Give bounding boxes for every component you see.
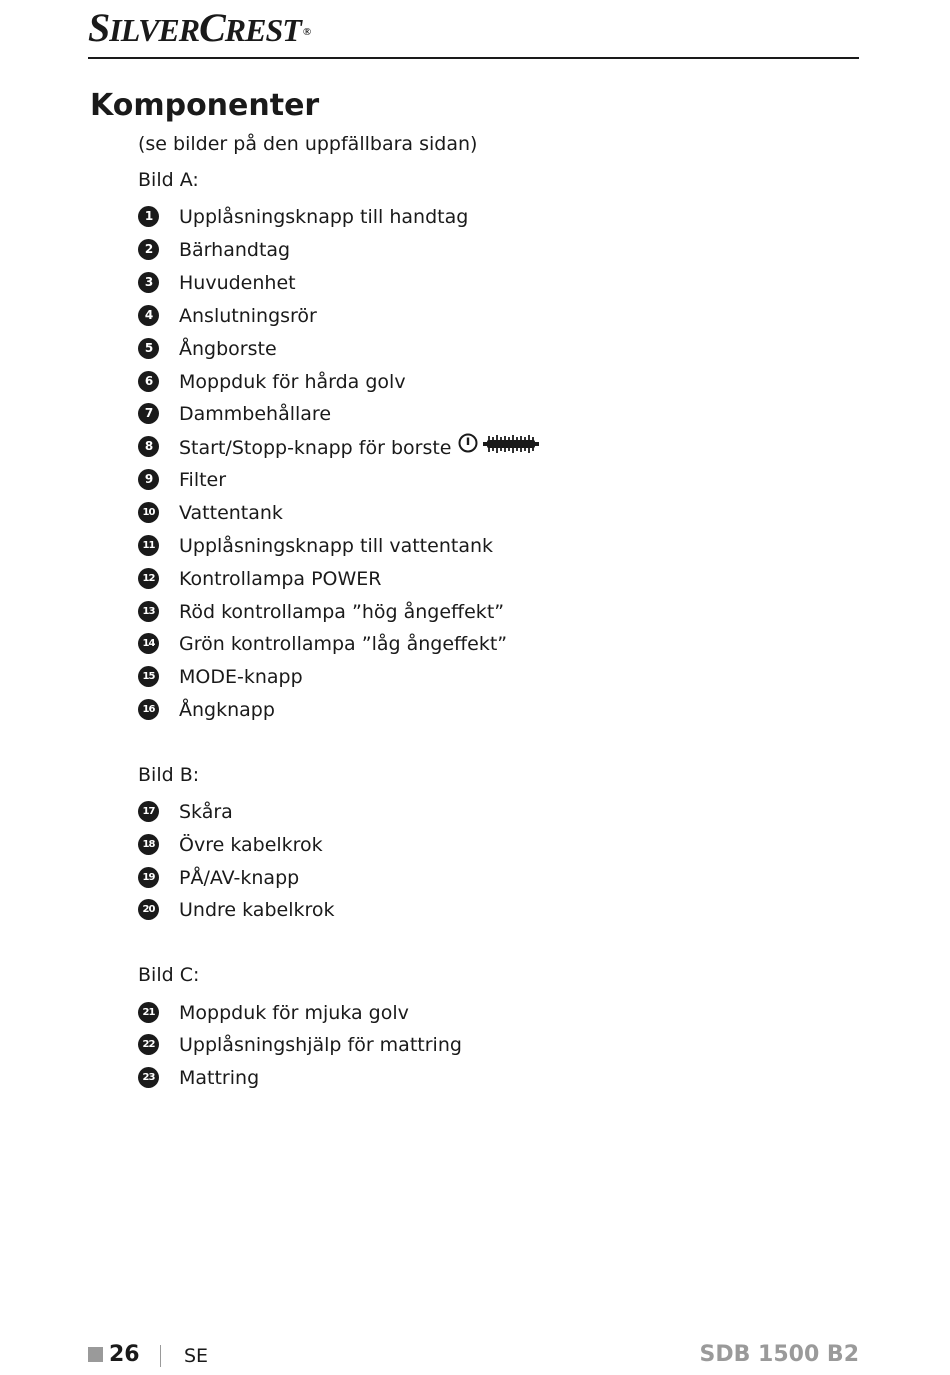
item-label: Ångknapp <box>179 699 275 721</box>
model-number: SDB 1500 B2 <box>699 1342 859 1367</box>
item-number-badge: 10 <box>138 502 159 523</box>
item-number-badge: 3 <box>138 272 159 293</box>
item-number-badge: 7 <box>138 403 159 424</box>
item-number-badge: 1 <box>138 206 159 227</box>
item-label: Bärhandtag <box>179 239 291 261</box>
item-number-badge: 21 <box>138 1002 159 1023</box>
item-number-badge: 18 <box>138 834 159 855</box>
item-label: Dammbehållare <box>179 403 332 425</box>
item-label: Start/Stopp-knapp för borste <box>179 437 452 459</box>
item-label: Upplåsningsknapp till handtag <box>179 206 469 228</box>
item-number-badge: 5 <box>138 338 159 359</box>
item-number-badge: 11 <box>138 535 159 556</box>
item-number-badge: 14 <box>138 633 159 654</box>
item-label: Mattring <box>179 1067 260 1089</box>
brand-logo: SILVERCREST ® <box>88 5 311 50</box>
page-subtitle: (se bilder på den uppfällbara sidan) <box>138 133 478 155</box>
footer-square-marker <box>88 1347 103 1362</box>
item-label: Röd kontrollampa ”hög ångeffekt” <box>179 601 505 623</box>
header-divider <box>88 57 859 59</box>
item-number-badge: 22 <box>138 1034 159 1055</box>
item-number-badge: 19 <box>138 867 159 888</box>
item-label: Övre kabelkrok <box>179 834 323 856</box>
item-label: Vattentank <box>179 502 283 524</box>
item-label: Anslutningsrör <box>179 305 317 327</box>
item-label: Grön kontrollampa ”låg ångeffekt” <box>179 633 508 655</box>
item-number-badge: 15 <box>138 666 159 687</box>
item-label: Moppduk för mjuka golv <box>179 1002 409 1024</box>
item-label: Huvudenhet <box>179 272 296 294</box>
item-label: Filter <box>179 469 227 491</box>
item-label: Upplåsningshjälp för mattring <box>179 1034 462 1056</box>
page-title: Komponenter <box>90 88 320 123</box>
item-label: PÅ/AV-knapp <box>179 867 300 889</box>
section-heading-b: Bild B: <box>138 764 200 786</box>
page-number: 26 <box>109 1342 140 1367</box>
item-label: MODE-knapp <box>179 666 303 688</box>
item-label: Kontrollampa POWER <box>179 568 382 590</box>
item-number-badge: 17 <box>138 801 159 822</box>
section-heading-c: Bild C: <box>138 964 200 986</box>
item-number-badge: 13 <box>138 601 159 622</box>
item-label: Skåra <box>179 801 233 823</box>
power-icon <box>457 432 479 454</box>
item-number-badge: 2 <box>138 239 159 260</box>
item-number-badge: 6 <box>138 371 159 392</box>
item-number-badge: 16 <box>138 699 159 720</box>
item-label-with-icons <box>179 434 539 463</box>
item-number-badge: 9 <box>138 469 159 490</box>
item-label: Upplåsningsknapp till vattentank <box>179 535 494 557</box>
item-label: Moppduk för hårda golv <box>179 371 406 393</box>
item-icons <box>457 432 539 461</box>
language-code: SE <box>184 1345 209 1367</box>
brush-roller-icon <box>483 434 539 454</box>
item-number-badge: 4 <box>138 305 159 326</box>
item-number-badge: 20 <box>138 899 159 920</box>
item-label: Ångborste <box>179 338 277 360</box>
item-label: Undre kabelkrok <box>179 899 335 921</box>
registered-mark: ® <box>302 26 311 38</box>
item-number-badge: 23 <box>138 1067 159 1088</box>
section-heading-a: Bild A: <box>138 169 199 191</box>
item-number-badge: 8 <box>138 436 159 457</box>
item-number-badge: 12 <box>138 568 159 589</box>
footer-divider <box>160 1345 161 1367</box>
